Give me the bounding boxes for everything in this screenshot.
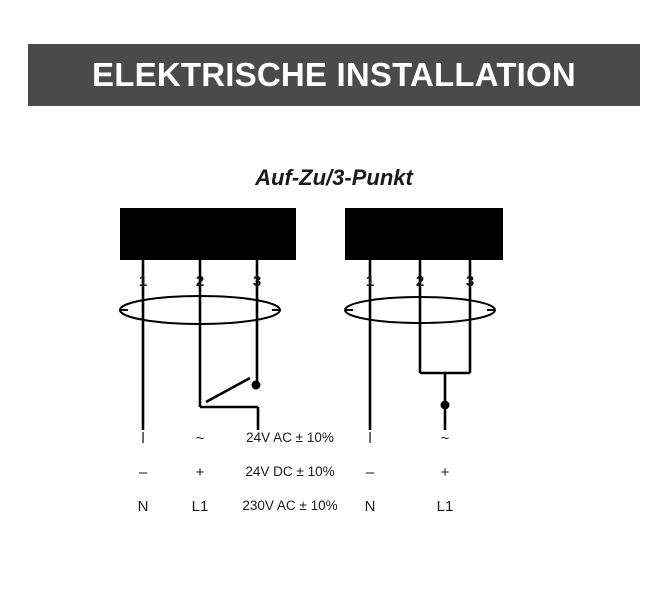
legend-right-b: L1 (436, 498, 454, 515)
wiring-diagram (0, 130, 668, 560)
legend-description: 230V AC ± 10% (242, 498, 338, 513)
left-terminal-label-2: 2 (195, 273, 205, 290)
legend-left-b: + (195, 464, 205, 481)
legend-left-a: l (141, 430, 145, 447)
right-terminal-label-3: 3 (465, 273, 475, 290)
header-banner (28, 44, 640, 106)
left-switch-blade (206, 378, 250, 402)
legend-right-a: l (368, 430, 372, 447)
legend-description: 24V DC ± 10% (245, 464, 335, 479)
legend-row (0, 430, 668, 464)
legend-left-a: – (138, 464, 148, 481)
legend-row (0, 464, 668, 498)
legend-description: 24V AC ± 10% (246, 430, 334, 445)
voltage-legend (0, 430, 668, 532)
left-terminal-label-3: 3 (252, 273, 262, 290)
legend-right-b: ~ (440, 430, 450, 447)
legend-left-b: L1 (191, 498, 209, 515)
left-terminal-block (120, 208, 296, 260)
legend-right-a: N (364, 498, 376, 515)
right-junction-dot (441, 401, 450, 410)
right-terminal-block (345, 208, 503, 260)
left-terminal-label-1: 1 (138, 273, 148, 290)
right-terminal-label-1: 1 (365, 273, 375, 290)
left-switch-pivot-dot (252, 381, 261, 390)
legend-right-b: + (440, 464, 450, 481)
legend-row (0, 498, 668, 532)
legend-left-b: ~ (195, 430, 205, 447)
legend-right-a: – (365, 464, 375, 481)
legend-left-a: N (137, 498, 149, 515)
diagram-title: Auf-Zu/3-Punkt (255, 165, 413, 190)
page-title: ELEKTRISCHE INSTALLATION (92, 56, 576, 93)
right-terminal-label-2: 2 (415, 273, 425, 290)
